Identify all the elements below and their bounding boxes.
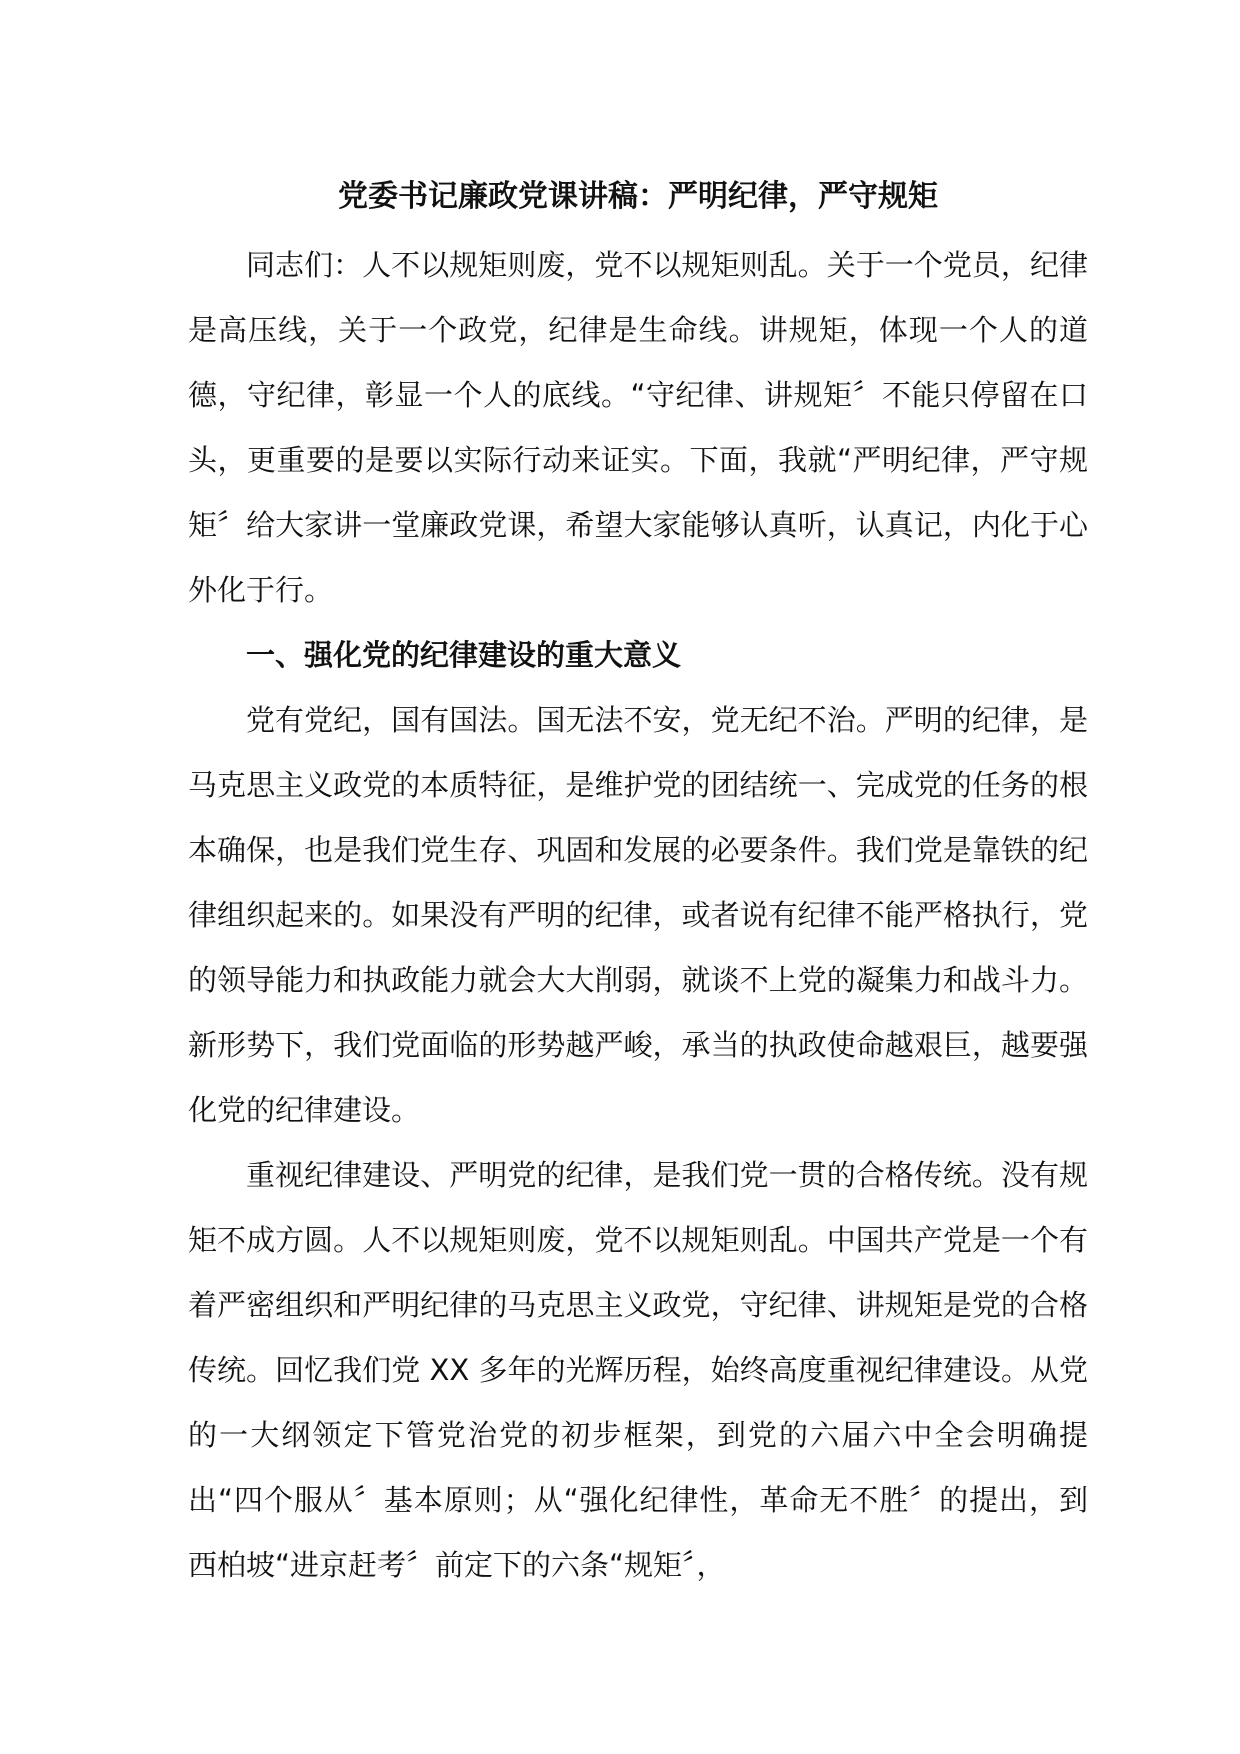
section-paragraph: 党有党纪，国有国法。国无法不安，党无纪不治。严明的纪律，是马克思主义政党的本质特征，是维护党的团结统一、完成党的任务的根本确保，也是我们党生存、巩固和发展的必要条件。我们党是靠铁的纪律组织起来的。如果没有严明的纪律，或者说有纪律不能严格执行，党的领导能力和执政能力就会大大削弱，就谈不上党的凝集力和战斗力。新形势下，我们党面临的形势越严峻，承当的执政使命越艰巨，越要强化党的纪律建设。 xyxy=(188,703,1088,1127)
section-paragraph: 重视纪律建设、严明党的纪律，是我们党一贯的合格传统。没有规矩不成方圆。人不以规矩则废，党不以规矩则乱。中国共产党是一个有着严密组织和严明纪律的马克思主义政党，守纪律、讲规矩是党的合格传统。回忆我们党 XX 多年的光辉历程，始终高度重视纪律建设。从党的一大纲领定下管党治党的初步框架，到党的六届六中全会明确提出“四个服从〞基本原则；从“强化纪律性，革命无不胜〞的提出，到西柏坡“进京赶考〞前定下的六条“规矩〞， xyxy=(188,1158,1088,1582)
document-body xyxy=(188,172,1088,1598)
document-title: 党委书记廉政党课讲稿：严明纪律，严守规矩 xyxy=(338,179,938,214)
section-heading: 一、强化党的纪律建设的重大意义 xyxy=(246,638,682,672)
intro-paragraph: 同志们：人不以规矩则废，党不以规矩则乱。关于一个党员，纪律是高压线，关于一个政党，纪律是生命线。讲规矩，体现一个人的道德，守纪律，彰显一个人的底线。“守纪律、讲规矩〞不能只停留在口头，更重要的是要以实际行动来证实。下面，我就“严明纪律，严守规矩〞给大家讲一堂廉政党课，希望大家能够认真听，认真记，内化于心外化于行。 xyxy=(188,248,1088,607)
